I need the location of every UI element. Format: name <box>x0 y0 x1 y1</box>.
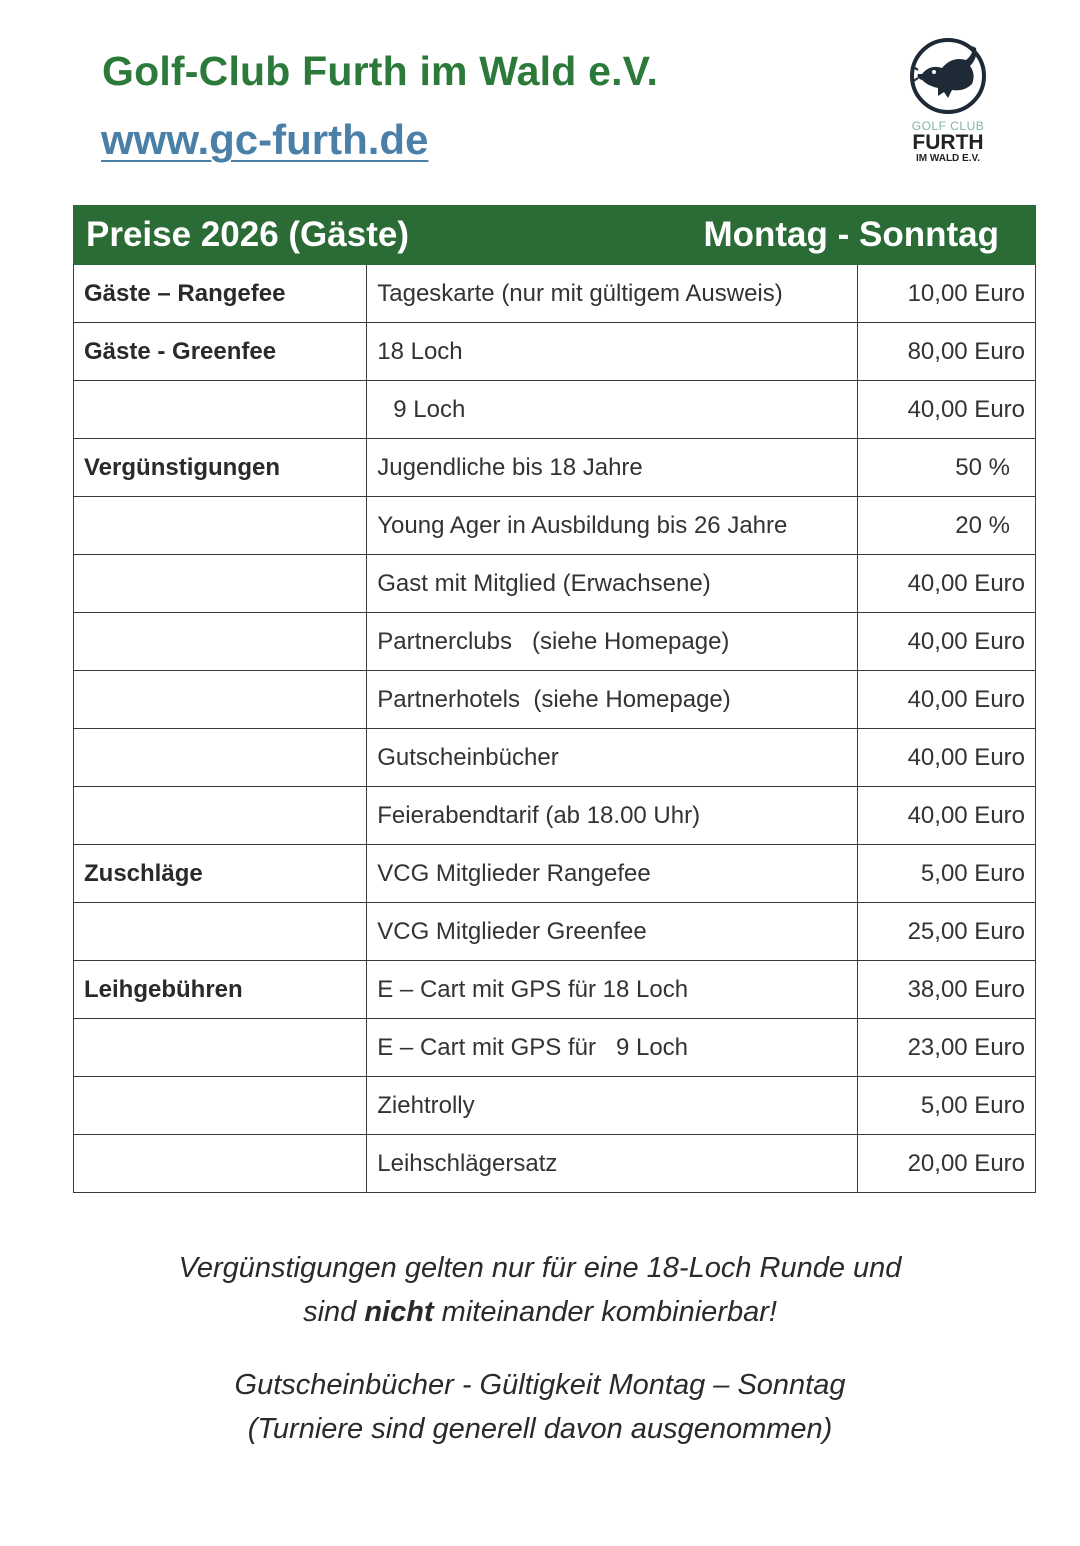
row-price: 40,00 Euro <box>858 381 1036 439</box>
row-price: 23,00 Euro <box>858 1019 1036 1077</box>
row-category <box>74 729 367 787</box>
row-item: E – Cart mit GPS für 9 Loch <box>367 1019 858 1077</box>
row-item-text: 9 Loch <box>393 395 466 423</box>
table-row <box>74 439 1036 497</box>
discount-note-line1: Vergünstigungen gelten nur für eine 18-Loch Runde und <box>178 1252 902 1284</box>
row-category <box>74 903 367 961</box>
table-row <box>74 1019 1036 1077</box>
row-category <box>74 1135 367 1193</box>
row-price: 20 % <box>858 497 1036 555</box>
table-title: Preise 2026 (Gäste) <box>86 215 409 254</box>
logo-text-golf-club: GOLF CLUB <box>911 119 985 133</box>
row-category: Zuschläge <box>74 845 367 903</box>
row-category <box>74 671 367 729</box>
voucher-note-line1: Gutscheinbücher - Gültigkeit Montag – Sonntag <box>234 1369 846 1401</box>
table-row <box>74 787 1036 845</box>
row-item: Gast mit Mitglied (Erwachsene) <box>367 555 858 613</box>
row-price: 5,00 Euro <box>858 845 1036 903</box>
logo-text-im-wald: IM WALD E.V. <box>915 153 981 164</box>
table-row <box>74 497 1036 555</box>
table-row <box>74 555 1036 613</box>
row-price: 40,00 Euro <box>858 787 1036 845</box>
row-category <box>74 497 367 555</box>
table-header <box>74 206 1036 265</box>
dragon-logo-icon <box>908 34 988 114</box>
row-item: Young Ager in Ausbildung bis 26 Jahre <box>367 497 858 555</box>
row-price: 40,00 Euro <box>858 671 1036 729</box>
row-category <box>74 787 367 845</box>
row-item: E – Cart mit GPS für 18 Loch <box>367 961 858 1019</box>
table-row <box>74 1135 1036 1193</box>
row-price: 25,00 Euro <box>858 903 1036 961</box>
row-item: Partnerhotels (siehe Homepage) <box>367 671 858 729</box>
row-item: Feierabendtarif (ab 18.00 Uhr) <box>367 787 858 845</box>
table-row <box>74 729 1036 787</box>
club-title: Golf-Club Furth im Wald e.V. <box>102 48 659 94</box>
row-price: 20,00 Euro <box>858 1135 1036 1193</box>
row-item <box>367 381 858 439</box>
discount-note <box>0 1246 1080 1334</box>
discount-note-line2 <box>0 1290 1080 1334</box>
table-days: Montag - Sonntag <box>703 215 999 254</box>
table-row <box>74 381 1036 439</box>
row-category: Gäste – Rangefee <box>74 265 367 323</box>
row-price: 38,00 Euro <box>858 961 1036 1019</box>
row-item: VCG Mitglieder Rangefee <box>367 845 858 903</box>
row-category <box>74 1019 367 1077</box>
row-price: 5,00 Euro <box>858 1077 1036 1135</box>
website-link[interactable]: www.gc-furth.de <box>101 116 429 163</box>
price-table <box>73 205 1036 1193</box>
row-category <box>74 613 367 671</box>
table-row <box>74 671 1036 729</box>
row-category <box>74 381 367 439</box>
logo-text-furth: FURTH <box>912 131 984 154</box>
row-price: 40,00 Euro <box>858 729 1036 787</box>
table-row <box>74 845 1036 903</box>
table-row <box>74 1077 1036 1135</box>
row-price: 10,00 Euro <box>858 265 1036 323</box>
row-category: Vergünstigungen <box>74 439 367 497</box>
table-row <box>74 323 1036 381</box>
row-item: Gutscheinbücher <box>367 729 858 787</box>
row-category: Leihgebühren <box>74 961 367 1019</box>
row-price: 80,00 Euro <box>858 323 1036 381</box>
table-row <box>74 265 1036 323</box>
row-price: 40,00 Euro <box>858 555 1036 613</box>
row-category <box>74 1077 367 1135</box>
club-logo <box>900 34 996 180</box>
note-emphasis: nicht <box>364 1296 434 1328</box>
note-text: sind <box>303 1296 365 1328</box>
voucher-note <box>0 1363 1080 1451</box>
row-item: Ziehtrolly <box>367 1077 858 1135</box>
voucher-note-line2: (Turniere sind generell davon ausgenommen) <box>247 1413 833 1445</box>
row-item: 18 Loch <box>367 323 858 381</box>
row-item: Leihschlägersatz <box>367 1135 858 1193</box>
table-row <box>74 961 1036 1019</box>
row-item: Partnerclubs (siehe Homepage) <box>367 613 858 671</box>
table-row <box>74 613 1036 671</box>
table-row <box>74 903 1036 961</box>
row-price: 40,00 Euro <box>858 613 1036 671</box>
row-category: Gäste - Greenfee <box>74 323 367 381</box>
note-text: miteinander kombinierbar! <box>433 1296 777 1328</box>
row-item: VCG Mitglieder Greenfee <box>367 903 858 961</box>
row-item: Jugendliche bis 18 Jahre <box>367 439 858 497</box>
row-category <box>74 555 367 613</box>
row-item: Tageskarte (nur mit gültigem Ausweis) <box>367 265 858 323</box>
row-price: 50 % <box>858 439 1036 497</box>
